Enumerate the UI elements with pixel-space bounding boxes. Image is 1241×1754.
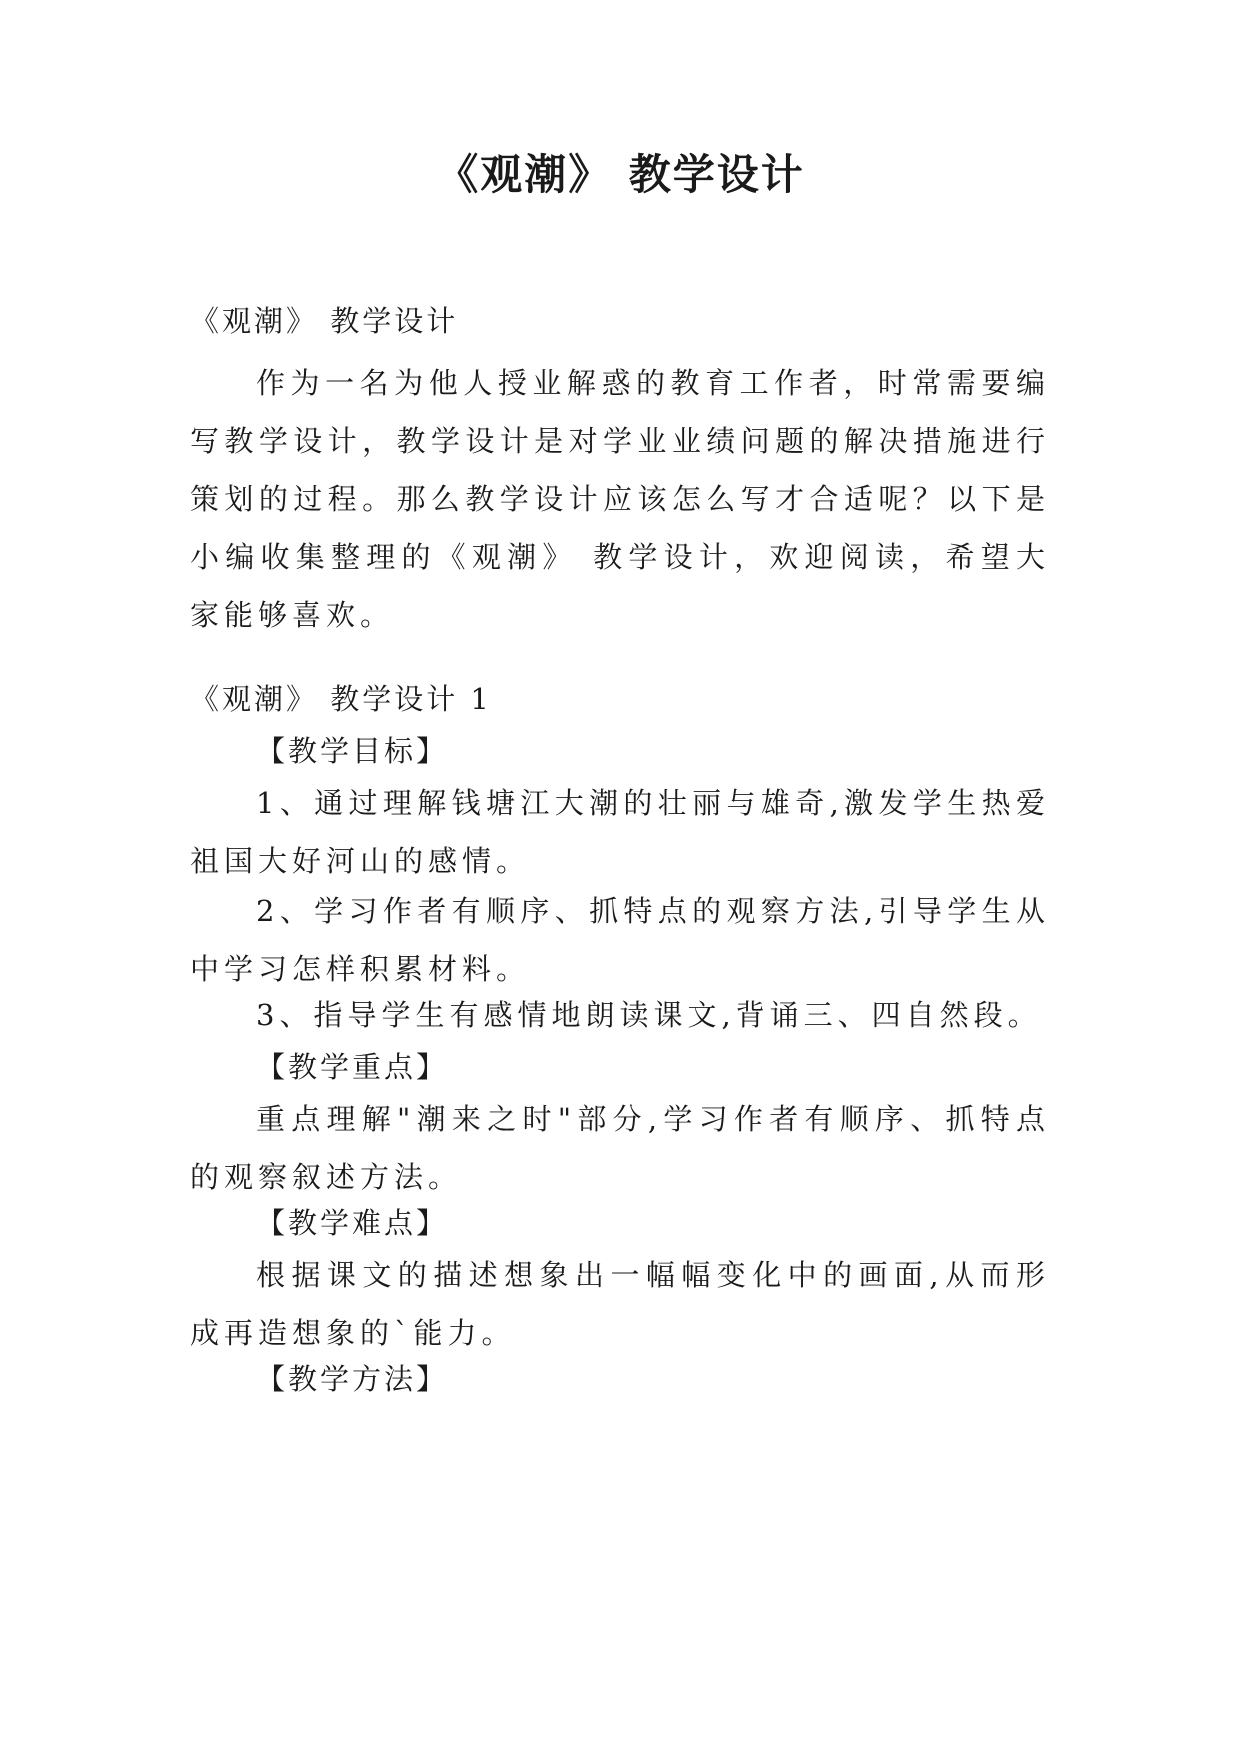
goal-item-1: 1、通过理解钱塘江大潮的壮丽与雄奇,激发学生热爱祖国大好河山的感情。 bbox=[190, 786, 1050, 878]
section-title: 《观潮》 教学设计 1 bbox=[190, 682, 492, 716]
key-points-heading: 【教学重点】 bbox=[256, 1050, 449, 1084]
difficulty-text: 根据课文的描述想象出一幅幅变化中的画面,从而形成再造想象的`能力。 bbox=[190, 1258, 1050, 1350]
goals-heading: 【教学目标】 bbox=[256, 734, 449, 768]
difficulty-heading: 【教学难点】 bbox=[256, 1206, 449, 1240]
document-title: 《观潮》 教学设计 bbox=[436, 150, 805, 199]
goal-item-2: 2、学习作者有顺序、抓特点的观察方法,引导学生从中学习怎样积累材料。 bbox=[190, 894, 1050, 986]
key-points-text: 重点理解"潮来之时"部分,学习作者有顺序、抓特点的观察叙述方法。 bbox=[190, 1102, 1050, 1194]
document-subtitle: 《观潮》 教学设计 bbox=[190, 304, 459, 338]
goal-item-3: 3、指导学生有感情地朗读课文,背诵三、四自然段。 bbox=[256, 998, 1042, 1032]
method-heading: 【教学方法】 bbox=[256, 1362, 449, 1396]
intro-paragraph: 作为一名为他人授业解惑的教育工作者，时常需要编写教学设计，教学设计是对学业业绩问题的解决措施进行策划的过程。那么教学设计应该怎么写才合适呢？以下是小编收集整理的《观潮》 教学设计，欢迎阅读，希望大家能够喜欢。 bbox=[190, 366, 1050, 632]
